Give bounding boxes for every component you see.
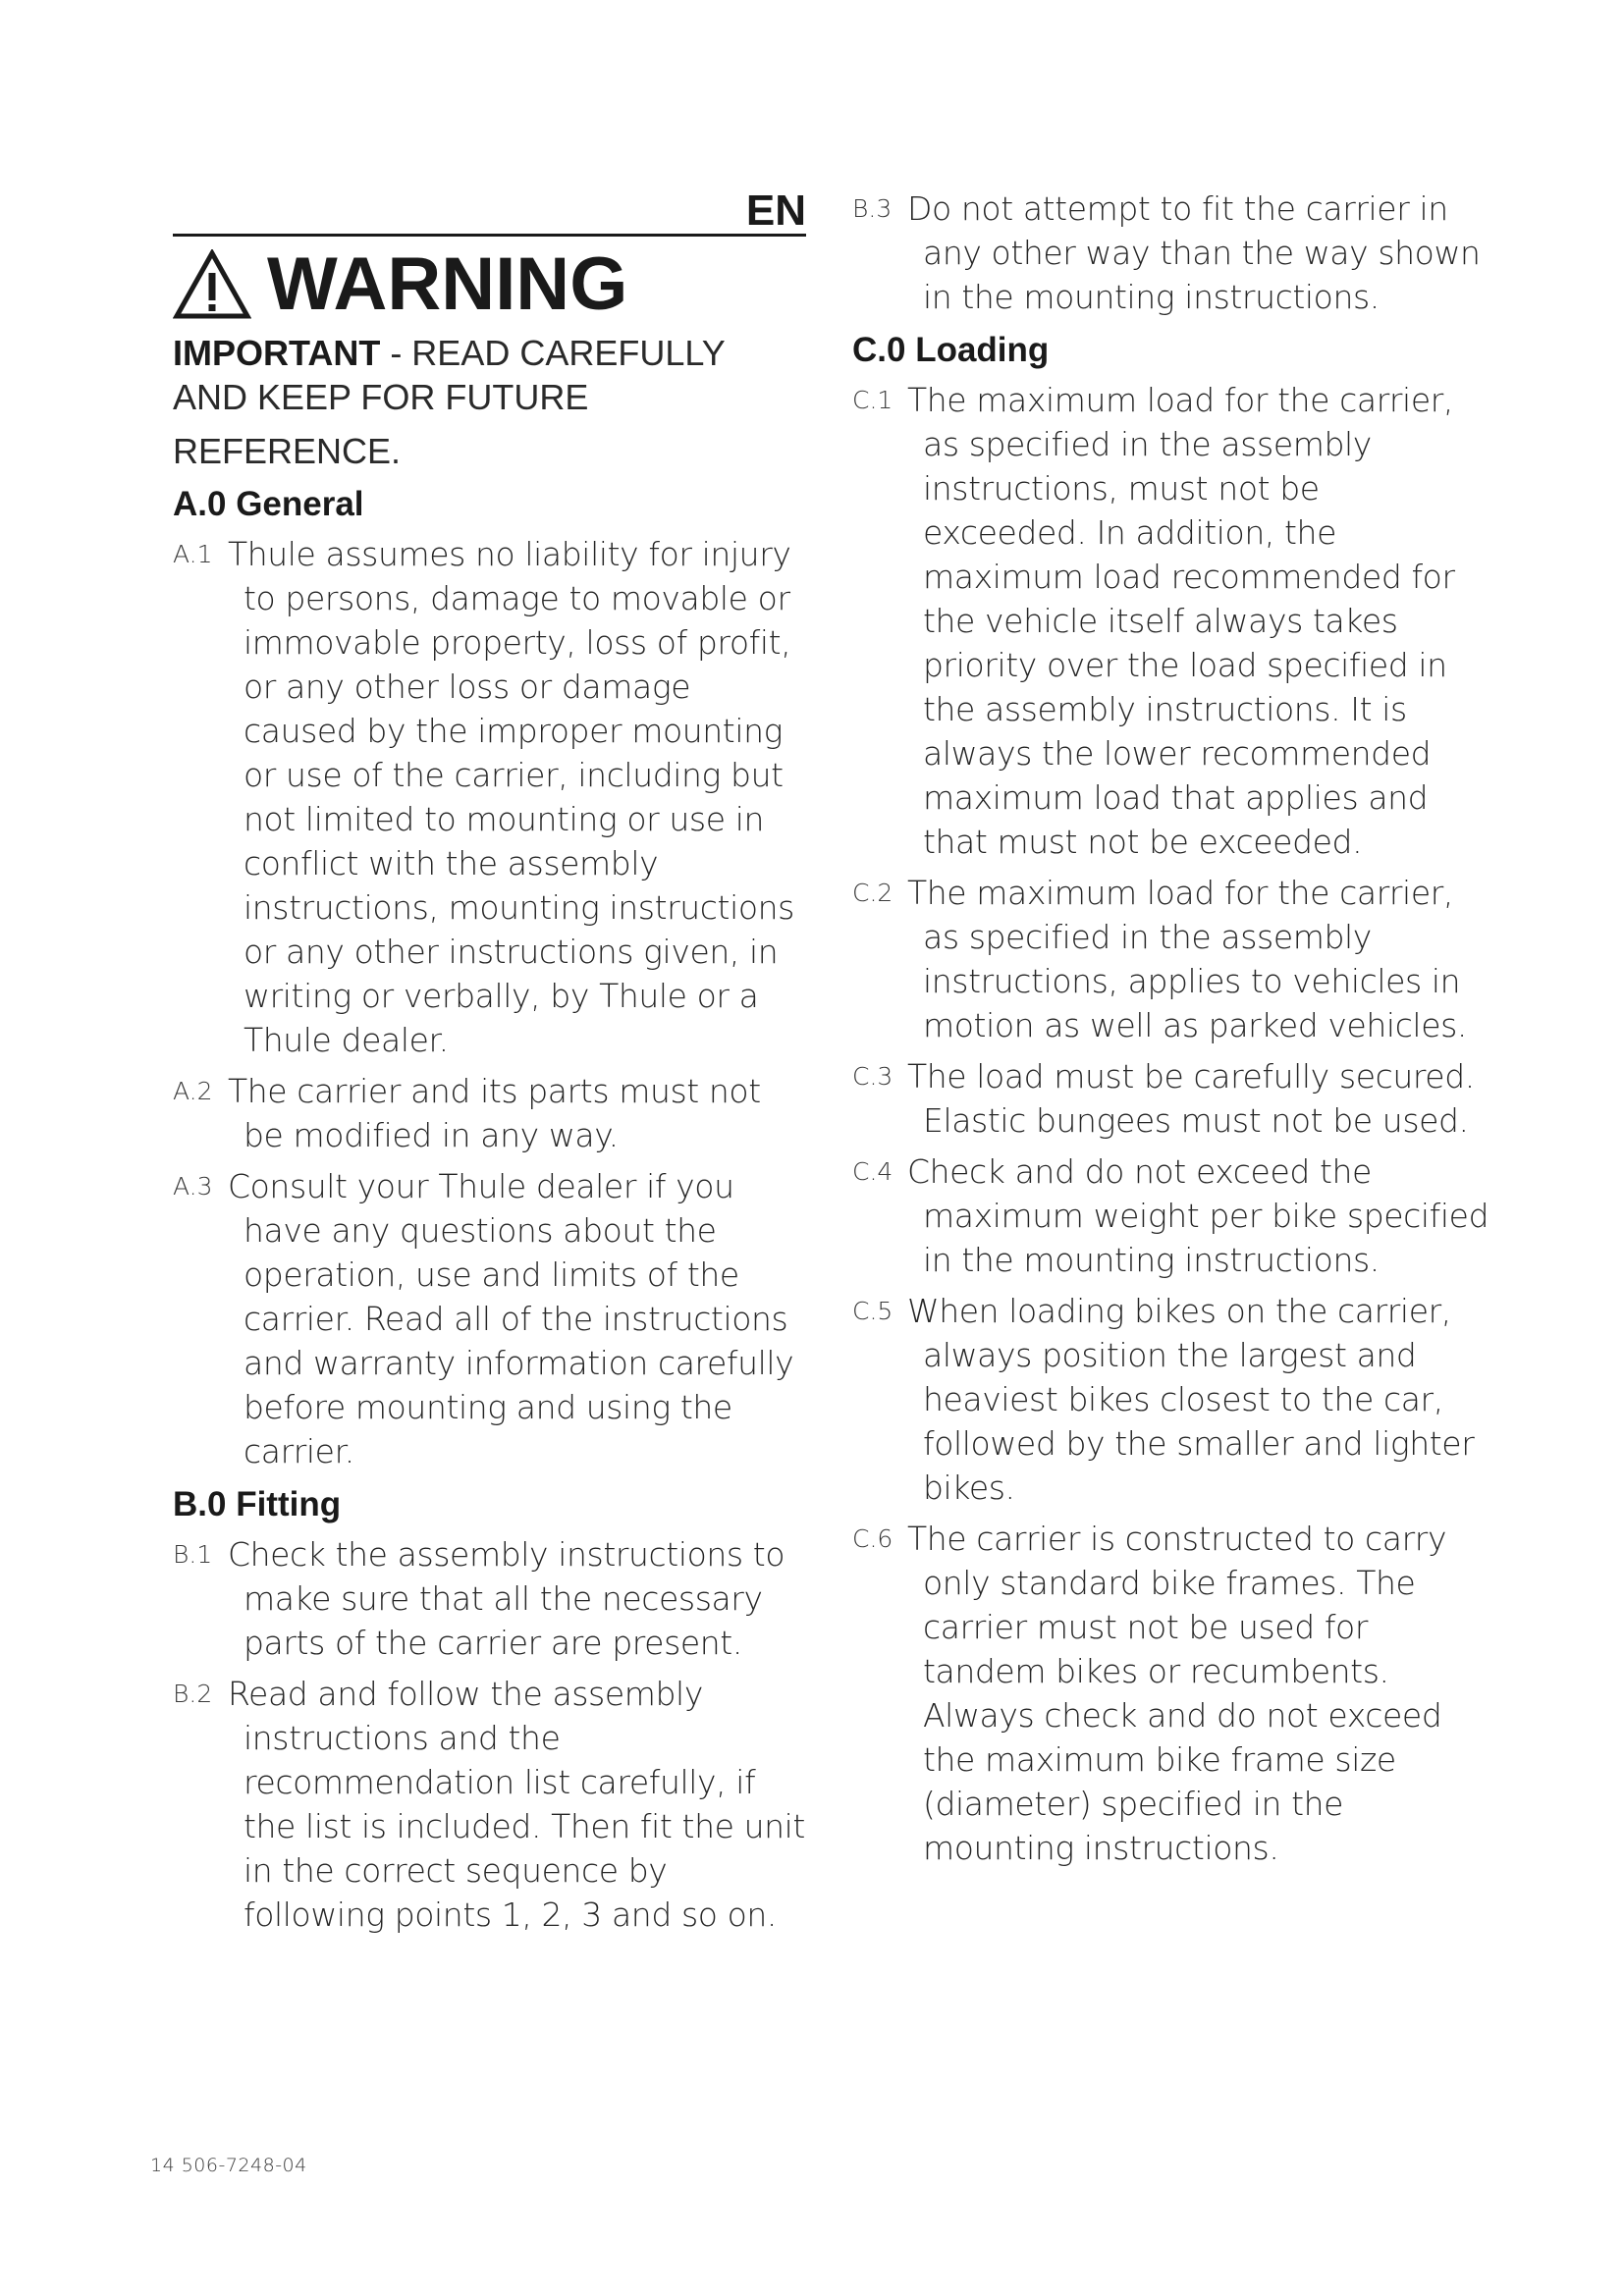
header-rule bbox=[173, 234, 806, 237]
item-text: The maximum load for the carrier, as specified in the assembly instructions, must not be exceeded. In addition, the maximum load recommended for the vehicle itself always takes priority over the load specified in the assembly instructions. It is always the lower recommended maximum load that applies and that must not be exceeded. bbox=[907, 381, 1455, 861]
item-text: Consult your Thule dealer if you have any questions about the operation, use and limits of the carrier. Read all of the instructions and warranty information carefully before mounting and using the carrier. bbox=[228, 1167, 794, 1470]
warning-triangle-icon bbox=[173, 249, 251, 320]
list-item-b2 bbox=[173, 1672, 806, 1937]
item-text: Check and do not exceed the maximum weight per bike specified in the mounting instructions. bbox=[907, 1152, 1489, 1279]
item-number: C.3 bbox=[852, 1062, 893, 1091]
list-item-c4 bbox=[852, 1149, 1490, 1282]
item-number: B.3 bbox=[852, 194, 893, 223]
item-number: C.2 bbox=[852, 879, 893, 907]
item-number: A.3 bbox=[173, 1172, 213, 1201]
list-item-b1 bbox=[173, 1532, 806, 1665]
important-text: - READ CAREFULLY AND KEEP FOR FUTURE bbox=[173, 333, 726, 417]
list-item-c5 bbox=[852, 1289, 1490, 1510]
list-item-a1 bbox=[173, 532, 806, 1062]
left-column bbox=[173, 188, 806, 1944]
item-number: C.6 bbox=[852, 1524, 893, 1553]
item-text: The carrier and its parts must not be modified in any way. bbox=[228, 1072, 761, 1154]
item-number: A.2 bbox=[173, 1077, 213, 1105]
list-item-a3 bbox=[173, 1164, 806, 1473]
warning-header bbox=[173, 242, 806, 326]
important-label: IMPORTANT bbox=[173, 333, 381, 373]
item-text: The load must be carefully secured. Elastic bungees must not be used. bbox=[907, 1057, 1475, 1140]
item-text: Check the assembly instructions to make sure that all the necessary parts of the carrier are present. bbox=[228, 1535, 785, 1662]
item-number: C.4 bbox=[852, 1157, 893, 1186]
right-column bbox=[852, 187, 1490, 1877]
language-code: EN bbox=[745, 187, 806, 235]
list-item-a2 bbox=[173, 1069, 806, 1157]
item-text: The carrier is constructed to carry only standard bike frames. The carrier must not be used for tandem bikes or recumbents. Always check and do not exceed the maximum bike frame size (diameter) specified in the mounting instructions. bbox=[907, 1520, 1447, 1867]
list-item-b3 bbox=[852, 187, 1490, 319]
item-number: C.5 bbox=[852, 1297, 893, 1325]
list-item-c3 bbox=[852, 1054, 1490, 1143]
item-number: A.1 bbox=[173, 540, 213, 568]
section-heading-fitting: B.0 Fitting bbox=[173, 1485, 342, 1523]
item-text: The maximum load for the carrier, as specified in the assembly instructions, applies to vehicles in motion as well as parked vehicles. bbox=[907, 874, 1467, 1044]
list-item-c6 bbox=[852, 1517, 1490, 1870]
document-number: 14 506-7248-04 bbox=[150, 2155, 307, 2176]
item-text: Thule assumes no liability for injury to persons, damage to movable or immovable property, loss of profit, or any other loss or damage caused by the improper mounting or use of the carrier, including but not limited to mounting or use in conflict with the assembly instructions, mounting instructions or any other instructions given, in writing or verbally, by Thule or a Thule dealer. bbox=[228, 535, 794, 1059]
list-item-c2 bbox=[852, 871, 1490, 1047]
warning-title: WARNING bbox=[267, 242, 628, 326]
item-number: B.1 bbox=[173, 1540, 213, 1569]
item-text: When loading bikes on the carrier, always position the largest and heaviest bikes closest to the car, followed by the smaller and lighter bikes. bbox=[907, 1292, 1475, 1507]
item-text: Read and follow the assembly instructions and the recommendation list carefully, if the list is included. Then fit the unit in the correct sequence by following points 1, 2, 3 and so on. bbox=[228, 1675, 805, 1934]
list-item-c1 bbox=[852, 378, 1490, 864]
important-notice bbox=[173, 331, 806, 473]
item-text: Do not attempt to fit the carrier in any other way than the way shown in the mounting instructions. bbox=[907, 189, 1481, 316]
item-number: B.2 bbox=[173, 1680, 213, 1708]
item-number: C.1 bbox=[852, 386, 893, 414]
important-reference: REFERENCE. bbox=[173, 431, 402, 471]
section-heading-general: A.0 General bbox=[173, 485, 364, 523]
section-heading-loading: C.0 Loading bbox=[852, 331, 1050, 369]
